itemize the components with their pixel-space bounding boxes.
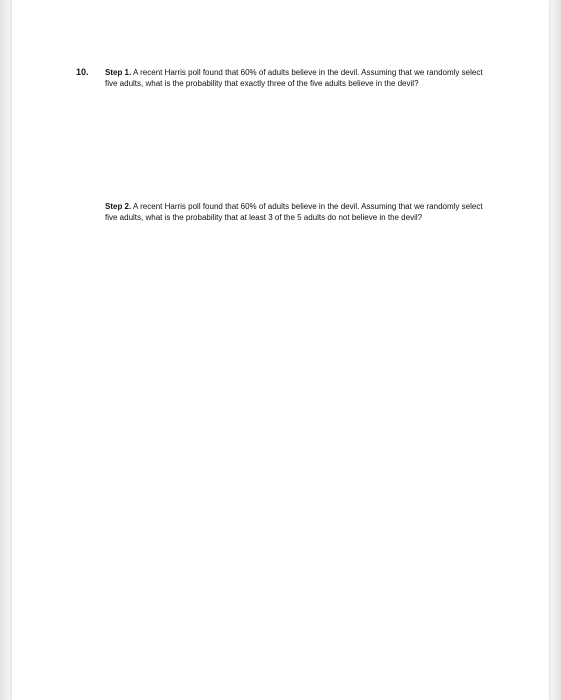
step-1-label: Step 1. bbox=[105, 68, 132, 77]
step-1-paragraph bbox=[105, 67, 497, 89]
document-page bbox=[12, 0, 549, 700]
step-2-text: A recent Harris poll found that 60% of adults believe in the devil. Assuming that we randomly select five adults, what is the probability that at least 3 of the 5 adults do not believe in the devil? bbox=[105, 202, 483, 222]
step-2-paragraph bbox=[105, 201, 497, 223]
step-2-label: Step 2. bbox=[105, 202, 132, 211]
step-1-text: A recent Harris poll found that 60% of adults believe in the devil. Assuming that we randomly select five adults, what is the probability that exactly three of the five adults believe in the devil? bbox=[105, 68, 483, 88]
question-number: 10. bbox=[76, 67, 89, 77]
